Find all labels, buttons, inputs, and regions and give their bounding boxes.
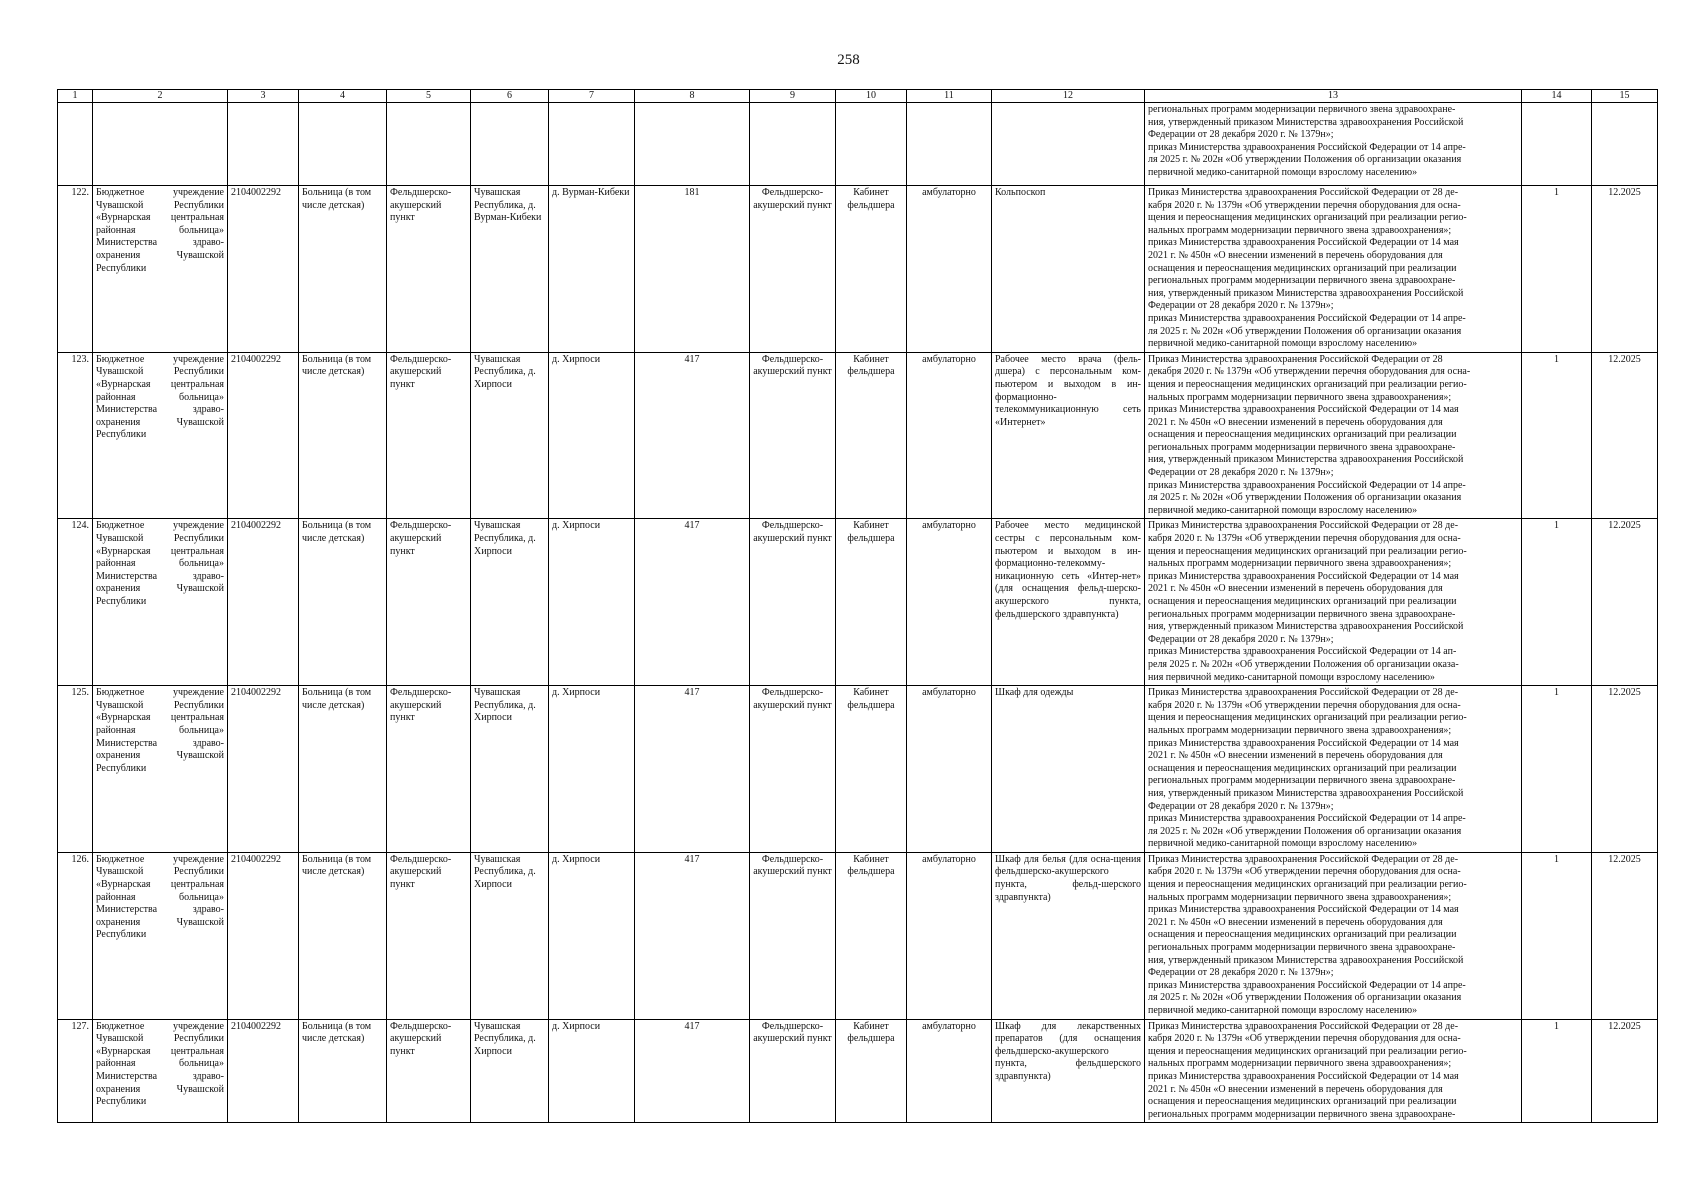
column-header: 7: [549, 90, 635, 103]
address-cell: Чувашская Республика, д. Вурман-Кибеки: [471, 186, 549, 353]
column-header: 2: [93, 90, 228, 103]
row-number: 123.: [58, 352, 93, 519]
conditions-cell: амбулаторно: [907, 852, 992, 1019]
unit-cell: Фельдшерско-акушерский пункт: [387, 519, 471, 686]
type-cell: Больница (в том числе детская): [299, 519, 387, 686]
table-row: [58, 686, 1658, 853]
date-cell: 12.2025: [1592, 519, 1658, 686]
population-cell: 417: [635, 686, 750, 853]
date-cell: 12.2025: [1592, 1019, 1658, 1123]
date-cell: 12.2025: [1592, 852, 1658, 1019]
quantity-cell: 1: [1522, 519, 1592, 686]
basis-cell: Приказ Министерства здравоохранения Российской Федерации от 28 де- кабря 2020 г. № 1379н «Об утверждении перечня оборудования для осна- щения и переоснащения медицинских организаций при реализации регио- нальных программ модернизации первичного звена здравоохранения»; приказ Министерства здравоохранения Российской Федерации от 14 мая 2021 г. № 450н «О внесении изменений в перечень оборудования для оснащения и переоснащения медицинских организаций при реализации региональных программ модернизации первичного звена здравоохране- ния, утвержденный приказом Министерства здравоохранения Российской Федерации от 28 декабря 2020 г. № 1379н»; приказ Министерства здравоохранения Российской Федерации от 14 апре- ля 2025 г. № 202н «Об утверждении Положения об организации оказания первичной медико-санитарной помощи взрослому населению»: [1145, 686, 1522, 853]
settlement-cell: д. Хирпоси: [549, 852, 635, 1019]
column-header: 14: [1522, 90, 1592, 103]
basis-cell: Приказ Министерства здравоохранения Российской Федерации от 28 де- кабря 2020 г. № 1379н «Об утверждении перечня оборудования для осна- щения и переоснащения медицинских организаций при реализации регио- нальных программ модернизации первичного звена здравоохранения»; приказ Министерства здравоохранения Российской Федерации от 14 мая 2021 г. № 450н «О внесении изменений в перечень оборудования для оснащения и переоснащения медицинских организаций при реализации региональных программ модернизации первичного звена здравоохране-: [1145, 1019, 1522, 1123]
unit-cell: Фельдшерско-акушерский пункт: [387, 686, 471, 853]
column-header: 13: [1145, 90, 1522, 103]
population-cell: 417: [635, 1019, 750, 1123]
inn-cell: 2104002292: [228, 186, 299, 353]
type-cell: Больница (в том числе детская): [299, 352, 387, 519]
conditions-cell: амбулаторно: [907, 352, 992, 519]
organization-cell: Бюджетное учреждение Чувашской Республики «Вурнарская центральная районная больница» Министерства здраво-охранения Чувашской Республики: [93, 1019, 228, 1123]
table-row: [58, 1019, 1658, 1123]
room-cell: Кабинет фельдшера: [836, 186, 907, 353]
row-number: 127.: [58, 1019, 93, 1123]
quantity-cell: 1: [1522, 686, 1592, 853]
room-cell: Кабинет фельдшера: [836, 352, 907, 519]
date-cell: 12.2025: [1592, 186, 1658, 353]
column-header: 11: [907, 90, 992, 103]
unit-cell: Фельдшерско-акушерский пункт: [387, 186, 471, 353]
room-cell: Кабинет фельдшера: [836, 519, 907, 686]
address-cell: Чувашская Республика, д. Хирпоси: [471, 686, 549, 853]
subunit-cell: Фельдшерско-акушерский пункт: [750, 186, 836, 353]
type-cell: Больница (в том числе детская): [299, 1019, 387, 1123]
type-cell: Больница (в том числе детская): [299, 686, 387, 853]
date-cell: 12.2025: [1592, 352, 1658, 519]
column-header: 1: [58, 90, 93, 103]
basis-cell: Приказ Министерства здравоохранения Российской Федерации от 28 де- кабря 2020 г. № 1379н «Об утверждении перечня оборудования для осна- щения и переоснащения медицинских организаций при реализации регио- нальных программ модернизации первичного звена здравоохранения»; приказ Министерства здравоохранения Российской Федерации от 14 мая 2021 г. № 450н «О внесении изменений в перечень оборудования для оснащения и переоснащения медицинских организаций при реализации региональных программ модернизации первичного звена здравоохране- ния, утвержденный приказом Министерства здравоохранения Российской Федерации от 28 декабря 2020 г. № 1379н»; приказ Министерства здравоохранения Российской Федерации от 14 апре- ля 2025 г. № 202н «Об утверждении Положения об организации оказания первичной медико-санитарной помощи взрослому населению»: [1145, 186, 1522, 353]
column-header: 12: [992, 90, 1145, 103]
header-row: [58, 90, 1658, 103]
subunit-cell: Фельдшерско-акушерский пункт: [750, 686, 836, 853]
column-header: 6: [471, 90, 549, 103]
conditions-cell: амбулаторно: [907, 186, 992, 353]
settlement-cell: д. Хирпоси: [549, 686, 635, 853]
equipment-cell: Кольпоскоп: [992, 186, 1145, 353]
quantity-cell: 1: [1522, 352, 1592, 519]
column-header: 15: [1592, 90, 1658, 103]
inn-cell: 2104002292: [228, 352, 299, 519]
row-number: 122.: [58, 186, 93, 353]
settlement-cell: д. Хирпоси: [549, 1019, 635, 1123]
organization-cell: Бюджетное учреждение Чувашской Республики «Вурнарская центральная районная больница» Министерства здраво-охранения Чувашской Республики: [93, 186, 228, 353]
population-cell: 417: [635, 352, 750, 519]
conditions-cell: амбулаторно: [907, 686, 992, 853]
conditions-cell: амбулаторно: [907, 1019, 992, 1123]
column-header: 8: [635, 90, 750, 103]
conditions-cell: амбулаторно: [907, 519, 992, 686]
column-header: 10: [836, 90, 907, 103]
equipment-cell: Рабочее место врача (фель-дшера) с персональным ком-пьютером и выходом в ин-формационно-телекоммуникационную сеть «Интернет»: [992, 352, 1145, 519]
quantity-cell: 1: [1522, 852, 1592, 1019]
population-cell: 181: [635, 186, 750, 353]
equipment-table: [57, 89, 1658, 1123]
column-header: 5: [387, 90, 471, 103]
inn-cell: 2104002292: [228, 686, 299, 853]
settlement-cell: д. Вурман-Кибеки: [549, 186, 635, 353]
organization-cell: Бюджетное учреждение Чувашской Республики «Вурнарская центральная районная больница» Министерства здраво-охранения Чувашской Республики: [93, 352, 228, 519]
date-cell: 12.2025: [1592, 686, 1658, 853]
equipment-cell: Рабочее место медицинской сестры с персональным ком-пьютером и выходом в ин-формационно-телекомму-никационную сеть «Интер-нет» (для оснащения фельд-шерско-акушерского пункта, фельдшерского здравпункта): [992, 519, 1145, 686]
unit-cell: Фельдшерско-акушерский пункт: [387, 352, 471, 519]
address-cell: Чувашская Республика, д. Хирпоси: [471, 519, 549, 686]
quantity-cell: 1: [1522, 1019, 1592, 1123]
unit-cell: Фельдшерско-акушерский пункт: [387, 852, 471, 1019]
equipment-cell: Шкаф для одежды: [992, 686, 1145, 853]
subunit-cell: Фельдшерско-акушерский пункт: [750, 519, 836, 686]
column-header: 3: [228, 90, 299, 103]
organization-cell: Бюджетное учреждение Чувашской Республики «Вурнарская центральная районная больница» Министерства здраво-охранения Чувашской Республики: [93, 852, 228, 1019]
address-cell: Чувашская Республика, д. Хирпоси: [471, 1019, 549, 1123]
table-row: [58, 519, 1658, 686]
address-cell: Чувашская Республика, д. Хирпоси: [471, 352, 549, 519]
page-number: 258: [837, 52, 860, 68]
type-cell: Больница (в том числе детская): [299, 852, 387, 1019]
subunit-cell: Фельдшерско-акушерский пункт: [750, 1019, 836, 1123]
basis-cell: Приказ Министерства здравоохранения Российской Федерации от 28 декабря 2020 г. № 1379н «Об утверждении перечня оборудования для осна- щения и переоснащения медицинских организаций при реализации регио- нальных программ модернизации первичного звена здравоохранения»; приказ Министерства здравоохранения Российской Федерации от 14 мая 2021 г. № 450н «О внесении изменений в перечень оборудования для оснащения и переоснащения медицинских организаций при реализации региональных программ модернизации первичного звена здравоохране- ния, утвержденный приказом Министерства здравоохранения Российской Федерации от 28 декабря 2020 г. № 1379н»; приказ Министерства здравоохранения Российской Федерации от 14 апре- ля 2025 г. № 202н «Об утверждении Положения об организации оказания первичной медико-санитарной помощи взрослому населению»: [1145, 352, 1522, 519]
inn-cell: 2104002292: [228, 519, 299, 686]
organization-cell: Бюджетное учреждение Чувашской Республики «Вурнарская центральная районная больница» Министерства здраво-охранения Чувашской Республики: [93, 519, 228, 686]
type-cell: Больница (в том числе детская): [299, 186, 387, 353]
address-cell: Чувашская Республика, д. Хирпоси: [471, 852, 549, 1019]
room-cell: Кабинет фельдшера: [836, 1019, 907, 1123]
table-row: [58, 852, 1658, 1019]
row-number: 126.: [58, 852, 93, 1019]
population-cell: 417: [635, 852, 750, 1019]
column-header: 4: [299, 90, 387, 103]
basis-cell: Приказ Министерства здравоохранения Российской Федерации от 28 де- кабря 2020 г. № 1379н «Об утверждении перечня оборудования для осна- щения и переоснащения медицинских организаций при реализации регио- нальных программ модернизации первичного звена здравоохранения»; приказ Министерства здравоохранения Российской Федерации от 14 мая 2021 г. № 450н «О внесении изменений в перечень оборудования для оснащения и переоснащения медицинских организаций при реализации региональных программ модернизации первичного звена здравоохране- ния, утвержденный приказом Министерства здравоохранения Российской Федерации от 28 декабря 2020 г. № 1379н»; приказ Министерства здравоохранения Российской Федерации от 14 ап- реля 2025 г. № 202н «Об утверждении Положения об организации оказа- ния первичной медико-санитарной помощи взрослому населению»: [1145, 519, 1522, 686]
inn-cell: 2104002292: [228, 852, 299, 1019]
room-cell: Кабинет фельдшера: [836, 686, 907, 853]
table-row: [58, 352, 1658, 519]
equipment-cell: Шкаф для лекарственных препаратов (для оснащения фельдшерско-акушерского пункта, фельдшерского здравпункта): [992, 1019, 1145, 1123]
quantity-cell: 1: [1522, 186, 1592, 353]
basis-cell: Приказ Министерства здравоохранения Российской Федерации от 28 де- кабря 2020 г. № 1379н «Об утверждении перечня оборудования для осна- щения и переоснащения медицинских организаций при реализации регио- нальных программ модернизации первичного звена здравоохранения»; приказ Министерства здравоохранения Российской Федерации от 14 мая 2021 г. № 450н «О внесении изменений в перечень оборудования для оснащения и переоснащения медицинских организаций при реализации региональных программ модернизации первичного звена здравоохране- ния, утвержденный приказом Министерства здравоохранения Российской Федерации от 28 декабря 2020 г. № 1379н»; приказ Министерства здравоохранения Российской Федерации от 14 апре- ля 2025 г. № 202н «Об утверждении Положения об организации оказания первичной медико-санитарной помощи взрослому населению»: [1145, 852, 1522, 1019]
column-header: 9: [750, 90, 836, 103]
settlement-cell: д. Хирпоси: [549, 352, 635, 519]
organization-cell: Бюджетное учреждение Чувашской Республики «Вурнарская центральная районная больница» Министерства здраво-охранения Чувашской Республики: [93, 686, 228, 853]
population-cell: 417: [635, 519, 750, 686]
unit-cell: Фельдшерско-акушерский пункт: [387, 1019, 471, 1123]
settlement-cell: д. Хирпоси: [549, 519, 635, 686]
table-row: [58, 186, 1658, 353]
continuation-row: [58, 103, 1658, 186]
subunit-cell: Фельдшерско-акушерский пункт: [750, 352, 836, 519]
basis-cell: региональных программ модернизации первичного звена здравоохране- ния, утвержденный приказом Министерства здравоохранения Российской Федерации от 28 декабря 2020 г. № 1379н»; приказ Министерства здравоохранения Российской Федерации от 14 апре- ля 2025 г. № 202н «Об утверждении Положения об организации оказания первичной медико-санитарной помощи взрослому населению»: [1145, 103, 1522, 186]
row-number: 124.: [58, 519, 93, 686]
inn-cell: 2104002292: [228, 1019, 299, 1123]
equipment-cell: Шкаф для белья (для осна-щения фельдшерско-акушерского пункта, фельд-шерского здравпункта): [992, 852, 1145, 1019]
room-cell: Кабинет фельдшера: [836, 852, 907, 1019]
row-number: 125.: [58, 686, 93, 853]
subunit-cell: Фельдшерско-акушерский пункт: [750, 852, 836, 1019]
